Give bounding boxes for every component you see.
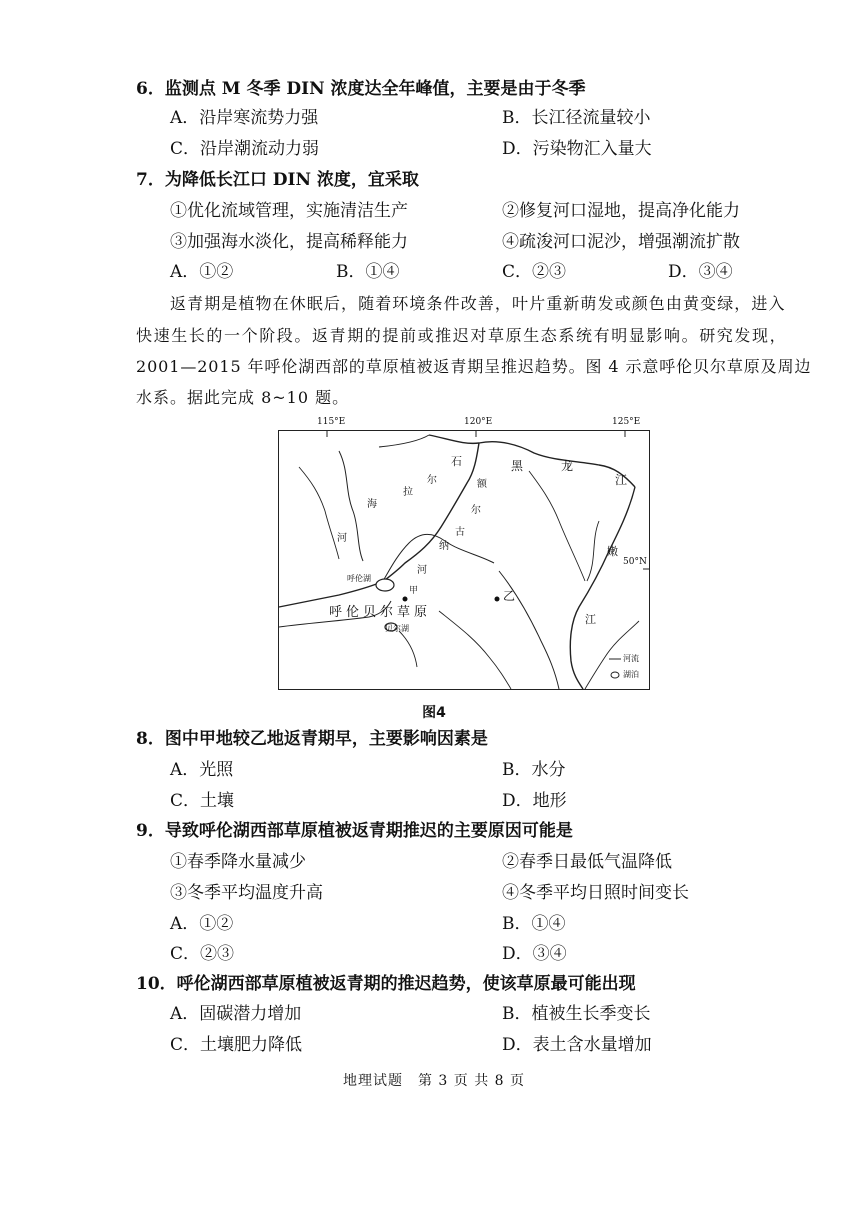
label-jia: 甲 [409,586,419,596]
label-he-left: 河 [337,533,347,544]
legend-lake-symbol [611,672,619,678]
q9-option-d[interactable]: D．③④ [502,944,567,964]
q10-option-a[interactable]: A．固碳潜力增加 [170,1004,302,1024]
label-er: 尔 [471,505,481,516]
hulun-lake [376,579,394,591]
q8-option-d[interactable]: D．地形 [502,791,567,811]
label-yi: 乙 [503,589,516,603]
label-hei: 黑 [511,459,524,473]
figure-4-map [278,417,650,690]
legend-river-label: 河流 [623,654,639,663]
q6-option-a[interactable]: A．沿岸寒流势力强 [170,108,319,128]
q8-stem: 8．图中甲地较乙地返青期早，主要影响因素是 [136,729,488,749]
lon-125: 125°E [612,417,641,427]
label-nen: 嫩 [607,545,618,558]
page-footer: 地理试题 第 3 页 共 8 页 [342,1073,526,1089]
q9-option-b[interactable]: B．①④ [502,914,566,934]
q7-option-c[interactable]: C．②③ [502,262,567,282]
figure-caption: 图4 [422,705,446,721]
q9-option-c[interactable]: C．②③ [170,944,235,964]
label-jiang-top: 江 [615,473,628,487]
q8-option-b[interactable]: B．水分 [502,760,566,780]
label-e: 额 [477,479,487,490]
passage-line-1: 返青期是植物在休眠后，随着环境条件改善，叶片重新萌发或颜色由黄变绿，进入 [170,294,786,313]
q10-option-c[interactable]: C．土壤肥力降低 [170,1035,303,1055]
q7-option-b[interactable]: B．①④ [336,262,400,282]
label-long: 龙 [561,459,574,473]
q7-option-a[interactable]: A．①② [170,262,234,282]
q7-statement-4: ④疏浚河口泥沙，增强潮流扩散 [502,232,740,252]
q9-statement-2: ②春季日最低气温降低 [502,852,672,872]
label-jiang-nen: 江 [585,613,596,626]
tributary-4 [439,611,511,689]
tributary-2 [587,521,599,581]
label-la: 拉 [403,487,413,498]
lon-115: 115°E [317,417,346,427]
legend-lake-label: 湖泊 [623,670,639,679]
label-hulun-lake: 呼伦湖 [347,574,371,583]
passage-line-2: 快速生长的一个阶段。返青期的提前或推迟对草原生态系统有明显影响。研究发现， [136,326,788,345]
q7-option-d[interactable]: D．③④ [668,262,733,282]
q7-statement-1: ①优化流域管理，实施清洁生产 [170,201,408,221]
west-river [339,451,363,561]
q9-option-a[interactable]: A．①② [170,914,234,934]
lon-120: 120°E [464,417,493,427]
ergun-river [381,443,479,583]
q6-stem: 6．监测点 M 冬季 DIN 浓度达全年峰值，主要是由于冬季 [136,79,586,99]
shilka-river [379,435,429,447]
passage-line-3: 2001—2015 年呼伦湖西部的草原植被返青期呈推迟趋势。图 4 示意呼伦贝尔草原及周边 [136,357,812,376]
tributary-1 [529,471,585,581]
q9-statement-1: ①春季降水量减少 [170,852,306,872]
q6-option-b[interactable]: B．长江径流量较小 [502,108,651,128]
q7-statement-3: ③加强海水淡化，提高稀释能力 [170,232,408,252]
label-buir-lake: 贝尔湖 [385,624,409,633]
label-na: 纳 [439,541,449,552]
map-svg [279,431,649,689]
q8-option-c[interactable]: C．土壤 [170,791,235,811]
q9-statement-3: ③冬季平均温度升高 [170,883,323,903]
q6-option-c[interactable]: C．沿岸潮流动力弱 [170,139,320,159]
q6-option-d[interactable]: D．污染物汇入量大 [502,139,652,159]
q9-statement-4: ④冬季平均日照时间变长 [502,883,689,903]
label-he-ergun: 河 [417,565,427,576]
q7-statement-2: ②修复河口湿地，提高净化能力 [502,201,740,221]
tributary-6 [399,631,417,667]
q10-option-b[interactable]: B．植被生长季变长 [502,1004,651,1024]
label-grassland: 呼伦贝尔草原 [329,605,432,620]
west-river-2 [299,467,339,559]
q10-stem: 10．呼伦湖西部草原植被返青期的推迟趋势，使该草原最可能出现 [136,974,636,994]
label-er-hai: 尔 [427,475,437,486]
label-shi: 石 [451,455,462,468]
passage-line-4: 水系。据此完成 8~10 题。 [136,388,350,407]
label-gu: 古 [455,527,465,538]
label-hai: 海 [367,499,377,510]
q9-stem: 9．导致呼伦湖西部草原植被返青期推迟的主要原因可能是 [136,821,573,841]
point-yi [495,597,500,602]
q7-stem: 7．为降低长江口 DIN 浓度，宜采取 [136,170,419,190]
q8-option-a[interactable]: A．光照 [170,760,234,780]
lat-50: 50°N [623,557,647,567]
q10-option-d[interactable]: D．表土含水量增加 [502,1035,652,1055]
